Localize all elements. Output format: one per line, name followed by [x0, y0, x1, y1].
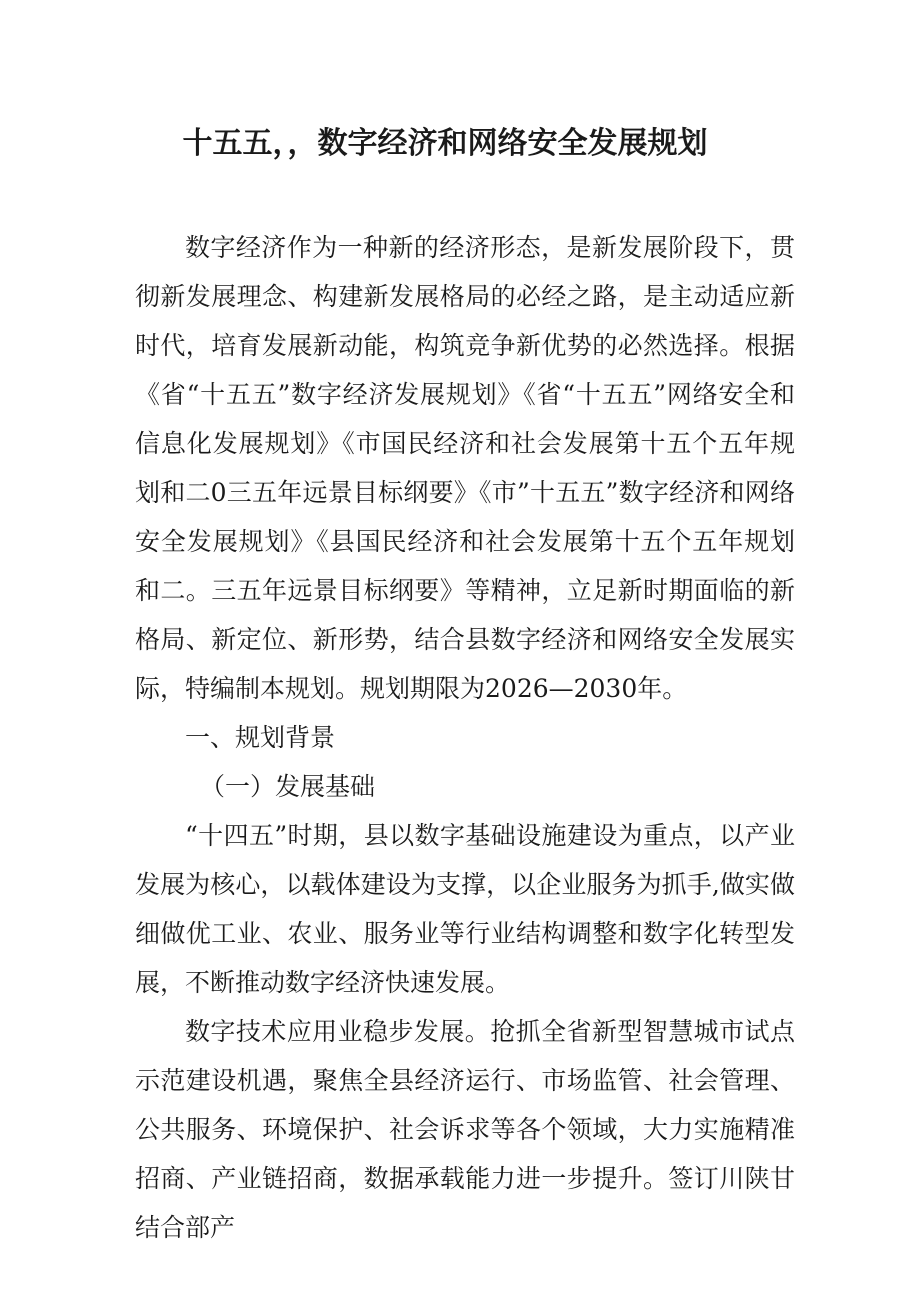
document-title: 十五五，，数字经济和网络安全发展规划: [182, 126, 708, 161]
section-heading: 一、规划背景: [185, 723, 336, 752]
intro-paragraph: 数字经济作为一种新的经济形态，是新发展阶段下，贯彻新发展理念、构建新发展格局的必经之路，是主动适应新时代，培育发展新动能，构筑竞争新优势的必然选择。根据《省“十五五”数字经济发展规划》《省“十五五”网络安全和信息化发展规划》《市国民经济和社会发展第十五个五年规划和二0三五年远景目标纲要》《市”十五五”数字经济和网络安全发展规划》《县国民经济和社会发展第十五个五年规划和二。三五年远景目标纲要》等精神，立足新时期面临的新格局、新定位、新形势，结合县数字经济和网络安全发展实际，特编制本规划。规划期限为2026—2030年。: [135, 233, 795, 703]
background-paragraph: “十四五”时期，县以数字基础设施建设为重点，以产业发展为核心，以载体建设为支撑，以企业服务为抓手,做实做细做优工业、农业、服务业等行业结构调整和数字化转型发展，不断推动数字经济快速发展。: [135, 821, 795, 997]
subsection-heading: （一）发展基础: [200, 772, 376, 801]
tech-application-paragraph: 数字技术应用业稳步发展。抢抓全省新型智慧城市试点示范建设机遇，聚焦全县经济运行、市场监管、社会管理、公共服务、环境保护、社会诉求等各个领域，大力实施精准招商、产业链招商，数据承载能力进一步提升。签订川陕甘结合部产: [135, 1017, 795, 1242]
document-body: [135, 223, 795, 1252]
